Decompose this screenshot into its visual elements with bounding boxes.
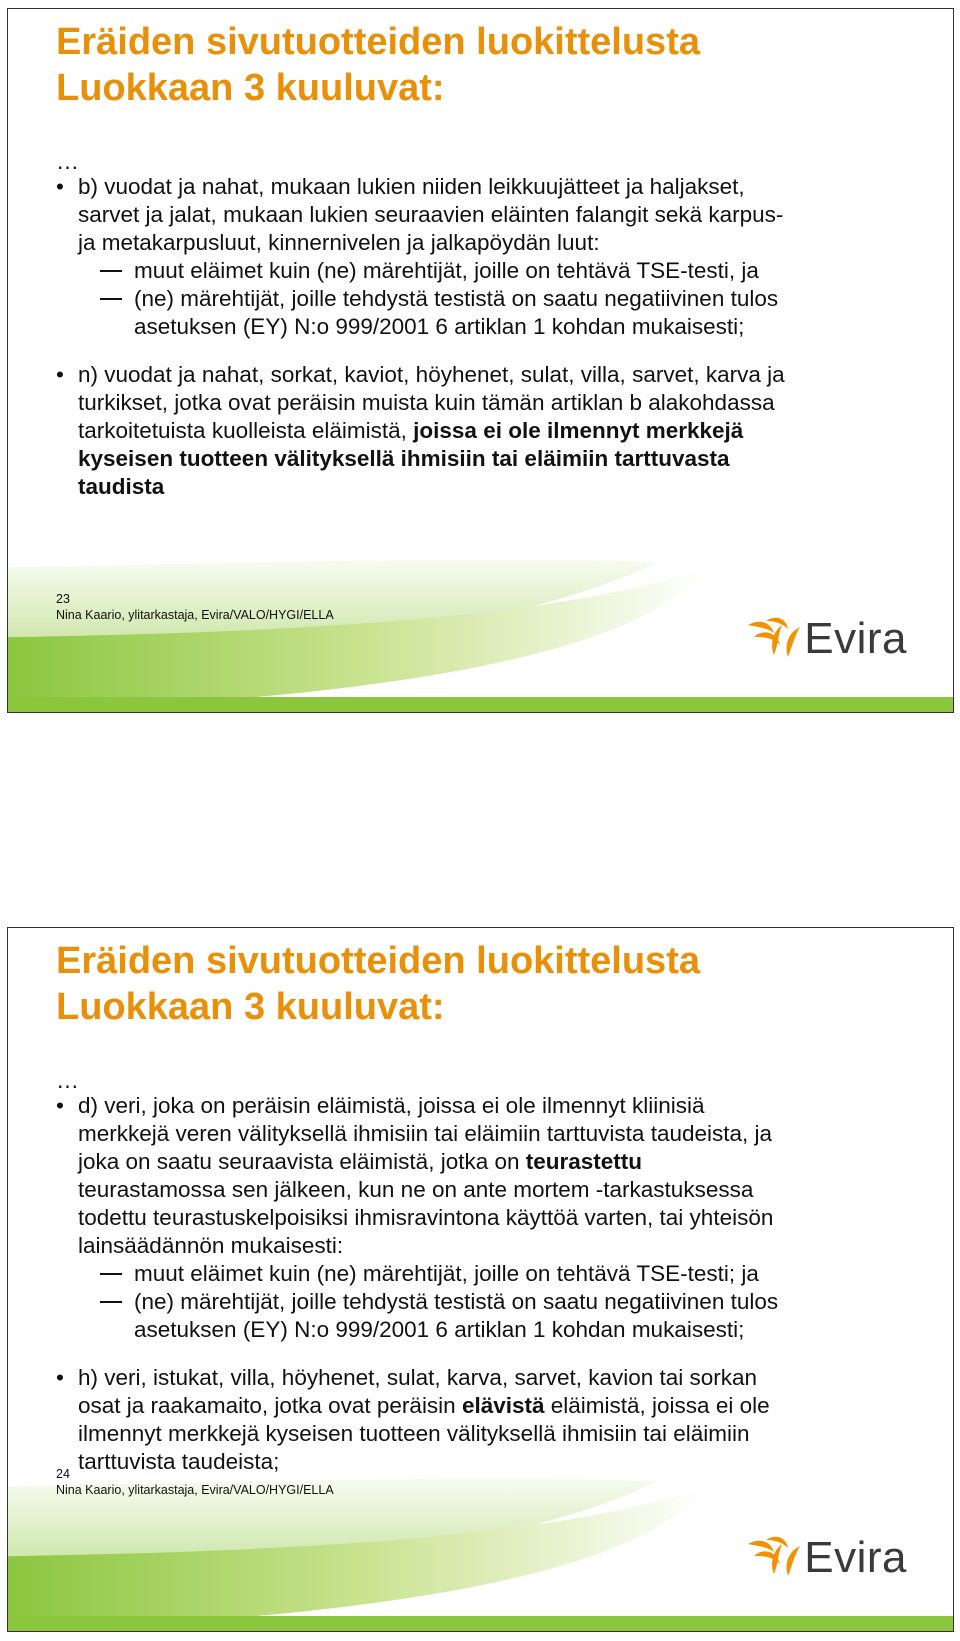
dash-marker — [100, 298, 122, 300]
text-line: (ne) märehtijät, joille tehdystä testistä on saatu negatiivinen tulos — [134, 1289, 779, 1314]
evira-leaf-logo-icon — [744, 1534, 802, 1582]
text-line: ja metakarpusluut, kinnernivelen ja jalkapöydän luut: — [78, 230, 600, 255]
text-line: lainsäädännön mukaisesti: — [78, 1233, 344, 1258]
slide-content — [56, 149, 936, 501]
sub-item-1 — [56, 257, 936, 285]
text-span: osat ja raakamaito, jotka ovat peräisin — [78, 1393, 462, 1418]
evira-logo — [744, 614, 907, 664]
ellipsis: … — [56, 1067, 79, 1093]
slide-content — [56, 1068, 936, 1476]
bold-text: kyseisen tuotteen välityksellä ihmisiin tai eläimiin tarttuvasta — [78, 446, 730, 471]
text-line: tarttuvista taudeista; — [78, 1449, 280, 1474]
text-line: merkkejä veren välityksellä ihmisiin tai eläimiin tarttuvista taudeista, ja — [78, 1121, 773, 1146]
text-line: • b) vuodat ja nahat, mukaan lukien niiden leikkuujätteet ja haljakset, — [78, 174, 745, 199]
bullet-item-n — [56, 361, 936, 501]
dash-marker — [100, 1301, 122, 1303]
text-line: asetuksen (EY) N:o 999/2001 6 artiklan 1 kohdan mukaisesti; — [134, 1317, 745, 1342]
text-line — [78, 417, 936, 445]
text-line: turkikset, jotka ovat peräisin muista kuin tämän artiklan b alakohdassa — [78, 390, 775, 415]
text-span: eläimistä, joissa ei ole — [544, 1393, 770, 1418]
slide-footer — [56, 1466, 334, 1498]
bullet-item-d — [56, 1092, 936, 1260]
text-line: sarvet ja jalat, mukaan lukien seuraavien eläinten falangit sekä karpus- — [78, 202, 784, 227]
text-line — [78, 1392, 936, 1420]
text-line — [78, 1148, 936, 1176]
slide-23 — [7, 8, 954, 713]
text-line: muut eläimet kuin (ne) märehtijät, joille on tehtävä TSE-testi, ja — [134, 258, 759, 283]
text-line: ilmennyt merkkejä kyseisen tuotteen välityksellä ihmisiin tai eläimiin — [78, 1421, 750, 1446]
dash-marker — [100, 270, 122, 272]
logo-text: Evira — [804, 614, 907, 663]
text-line: • h) veri, istukat, villa, höyhenet, sulat, karva, sarvet, kavion tai sorkan — [78, 1365, 758, 1390]
title-line-2: Luokkaan 3 kuuluvat: — [56, 67, 445, 109]
page-number: 23 — [56, 592, 70, 606]
slide-footer — [56, 591, 334, 623]
sub-item-2 — [56, 285, 936, 341]
slide-title — [56, 938, 700, 1030]
bullet-item-h — [56, 1364, 936, 1476]
logo-text: Evira — [804, 1533, 907, 1582]
title-line-1: Eräiden sivutuotteiden luokittelusta — [56, 940, 700, 982]
author-line: Nina Kaario, ylitarkastaja, Evira/VALO/HYGI/ELLA — [56, 608, 334, 622]
text-line: muut eläimet kuin (ne) märehtijät, joille on tehtävä TSE-testi; ja — [134, 1261, 759, 1286]
title-line-1: Eräiden sivutuotteiden luokittelusta — [56, 21, 700, 63]
text-line: teurastamossa sen jälkeen, kun ne on ante mortem -tarkastuksessa — [78, 1177, 754, 1202]
sub-item-1 — [56, 1260, 936, 1288]
slide-title — [56, 19, 700, 111]
author-line: Nina Kaario, ylitarkastaja, Evira/VALO/HYGI/ELLA — [56, 1483, 334, 1497]
text-line: asetuksen (EY) N:o 999/2001 6 artiklan 1 kohdan mukaisesti; — [134, 314, 745, 339]
page-number: 24 — [56, 1467, 70, 1481]
title-line-2: Luokkaan 3 kuuluvat: — [56, 986, 445, 1028]
slide-24 — [7, 927, 954, 1632]
bold-text: elävistä — [461, 1393, 545, 1418]
dash-marker — [100, 1273, 122, 1275]
text-span: joka on saatu seuraavista eläimistä, jotka on — [78, 1149, 526, 1174]
text-line: (ne) märehtijät, joille tehdystä testistä on saatu negatiivinen tulos — [134, 286, 779, 311]
evira-leaf-logo-icon — [744, 615, 802, 663]
text-line: todettu teurastuskelpoisiksi ihmisravintona käyttöä varten, tai yhteisön — [78, 1205, 774, 1230]
text-line — [78, 445, 936, 473]
bold-text: teurastettu — [525, 1149, 643, 1174]
text-span: tarkoitetuista kuolleista eläimistä, — [78, 418, 414, 443]
sub-item-2 — [56, 1288, 936, 1344]
ellipsis: … — [56, 148, 79, 174]
bold-text: joissa ei ole ilmennyt merkkejä — [413, 418, 744, 443]
text-line — [78, 473, 936, 501]
evira-logo — [744, 1533, 907, 1583]
text-line: • n) vuodat ja nahat, sorkat, kaviot, höyhenet, sulat, villa, sarvet, karva ja — [78, 362, 785, 387]
bullet-item-b — [56, 173, 936, 257]
bold-text: taudista — [78, 474, 165, 499]
text-line: • d) veri, joka on peräisin eläimistä, joissa ei ole ilmennyt kliinisiä — [78, 1093, 705, 1118]
